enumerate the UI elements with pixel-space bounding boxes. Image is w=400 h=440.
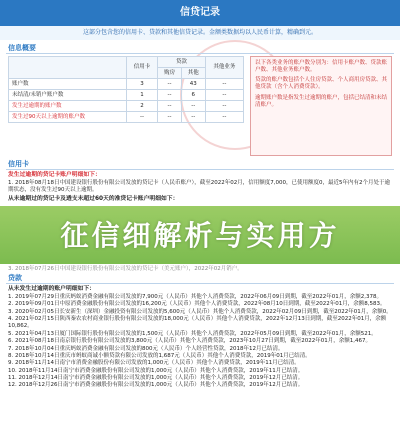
loan-list [8, 294, 396, 390]
list-item: 6. 2021年08月18日南京银行股份有限公司发放的3,800元（人民币）其他个人消费贷款，2023年10月27日到期，截至2022年01月，余额1,467。 [8, 338, 371, 345]
overlay-banner [0, 206, 400, 264]
list-item: 11. 2018年12月14日南宁市消费金融股份有限公司发放的1,000元（人民币）其他个人消费贷款，2019年12月已结清。 [8, 374, 304, 381]
table-row: 发生过逾期的账户数 2 -- -- -- [9, 101, 244, 112]
overview-title: 信息概要 [8, 44, 36, 52]
header-other-business: 其他业务 [205, 57, 243, 79]
overdue-heading: 发生过逾期的贷记卡账户明细如下： [8, 172, 101, 178]
list-item: 2. 2019年09月01日中原消费金融股份有限公司发放的16,200元（人民币）其他个人消费贷款，2022年08月10日到期，截至2022年01月，余额8,583。 [8, 301, 386, 308]
list-item: 7. 2018年10月04日重庆蚂蚁消费金融有限公司发放的800元（人民币）个人经营性贷款，2018年12月已结清。 [8, 345, 284, 352]
divider [6, 169, 394, 170]
credit-card-title: 信用卡 [8, 160, 29, 168]
section-description: 这部分包含您的信用卡、贷款和其他信贷记录。金额类数据均以人民币计算，精确到元。 [0, 26, 400, 40]
header-blank [9, 57, 127, 79]
list-item: 10. 2018年11月14日南宁市消费金融股份有限公司发放的1,000元（人民币）其他个人消费贷款，2019年11月已结清。 [8, 367, 304, 374]
header-loan: 贷款 [158, 57, 206, 68]
divider [6, 283, 394, 284]
list-item: 5. 2021年04月13日厦门国际银行股份有限公司发放的1,500元（人民币）其他个人消费贷款，2022年05月09日到期，截至2022年01月，余额521。 [8, 330, 377, 337]
overview-table [8, 56, 244, 123]
header-other: 其他 [181, 68, 205, 79]
overview-note: 以下各类业务的账户数分别为：信用卡账户数、贷款账户数、其他业务账户数。 贷款的账户数包括个人住房贷款、个人商用房贷款、其他贷款（含个人消费贷款）。 逾期账户数是指发生过逾期的账户，包括已结清和未结清账户。 [250, 56, 392, 156]
header-credit-card: 信用卡 [127, 57, 158, 79]
list-item: 9. 2018年11月14日南宁市消费金融股份有限公司发放的1,000元（人民币）其他个人消费贷款，2019年11月已结清。 [8, 360, 300, 367]
loan-title: 贷款 [8, 274, 22, 282]
list-item: 1. 2019年07月29日重庆蚂蚁消费金融有限公司发放的7,900元（人民币）其他个人消费贷款，2022年06月09日到期，截至2022年01月，余额2,378。 [8, 294, 382, 300]
loan-heading: 从未发生过逾期的账户明细如下： [8, 286, 95, 292]
table-row: 未结清/未销户账户数 1 -- 6 -- [9, 90, 244, 101]
page-title: 信贷记录 [180, 6, 220, 18]
list-item: 3. 2018年07月26日中国建设银行股份有限公司发放的贷记卡（美元账户），2022年02月销户。 [8, 266, 243, 272]
header-housing: 购房 [158, 68, 182, 79]
table-row: 账户数 3 -- 43 -- [9, 79, 244, 90]
divider [6, 53, 394, 54]
list-item: 4. 2021年02月15日陕西秦农农村商业银行股份有限公司发放的18,000元（人民币）其他个人消费贷款，2022年12月13日到期，截至2022年01月，余额10,862。 [8, 316, 387, 330]
page-header [0, 0, 400, 26]
list-item: 12. 2018年12月26日南宁市消费金融股份有限公司发放的1,000元（人民币）其他个人消费贷款，2019年12月已结清。 [8, 382, 304, 389]
list-item: 8. 2018年10月14日重庆市蚂蚁商诚小额贷款有限公司发放的1,687元（人民币）其他个人消费贷款，2019年01月已结清。 [8, 352, 311, 359]
normal-heading: 从未逾期过的贷记卡及透支未超过60天的准贷记卡账户明细如下： [8, 196, 179, 202]
list-item: 3. 2020年02月05日长安新生（深圳）金融投资有限公司发放的5,600元（人民币）其他个人消费贷款，2022年02月09日到期，截至2022年01月，余额0。 [8, 308, 392, 315]
table-row: 发生过90天以上逾期的账户数 -- -- -- -- [9, 112, 244, 123]
list-item: 1. 2018年08月18日中国建设银行股份有限公司发放的贷记卡（人民币账户），截至2022年02月，信用额度7,000，已使用额度0，最近5年内有2个月处于逾期状态，没有发生过90天以上逾期。 [8, 180, 390, 194]
banner-text: 征信细解析与实用方 [60, 218, 340, 252]
